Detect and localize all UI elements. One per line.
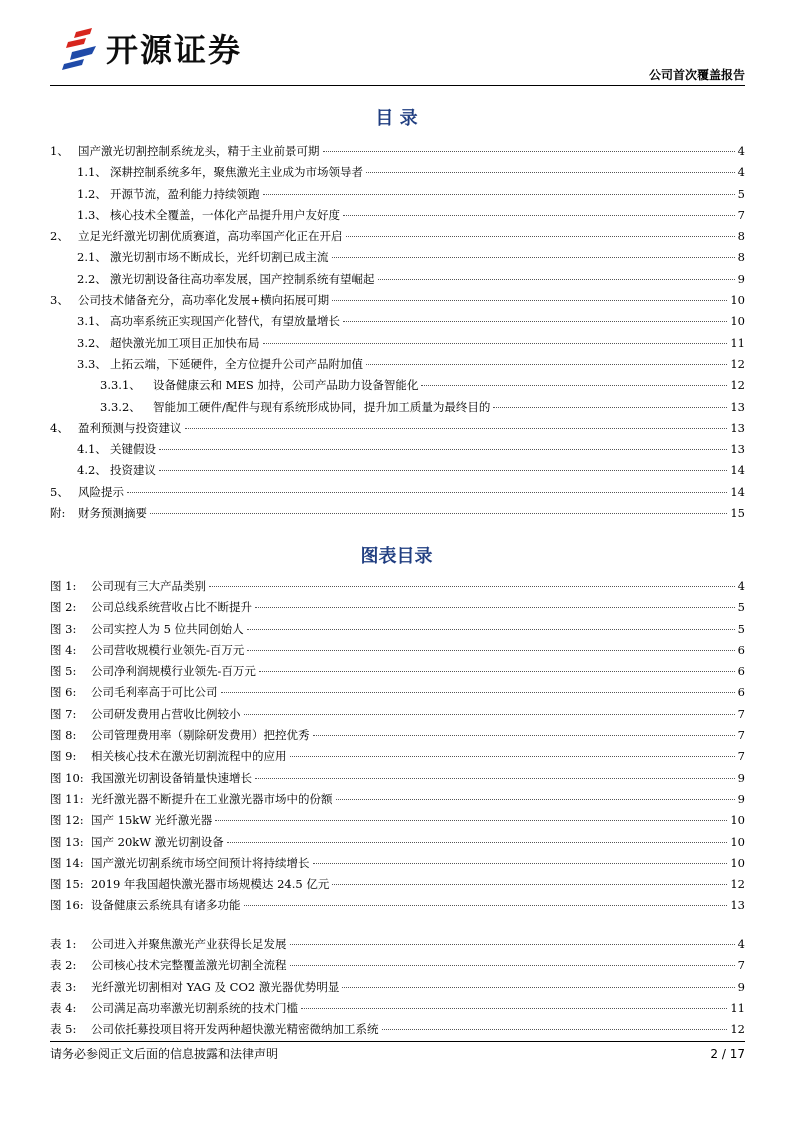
entry-number: 图 2: — [50, 600, 77, 615]
figure-entry[interactable] — [50, 789, 745, 810]
leader-dots — [221, 692, 735, 693]
toc-entry[interactable] — [50, 354, 745, 375]
entry-title: 超快激光加工项目正加快布局 — [110, 335, 260, 350]
leader-dots — [313, 735, 735, 736]
entry-page: 8 — [737, 250, 745, 265]
figure-entry[interactable] — [50, 874, 745, 895]
entry-page: 9 — [737, 791, 745, 806]
entry-title: 相关核心技术在激光切割流程中的应用 — [91, 749, 287, 764]
figure-entry[interactable] — [50, 853, 745, 874]
entry-title: 我国激光切割设备销量快速增长 — [91, 770, 252, 785]
toc-entry[interactable] — [50, 162, 745, 183]
entry-title: 关键假设 — [110, 442, 156, 457]
leader-dots — [346, 236, 735, 237]
entry-title: 高功率系统正实现国产化替代，有望放量增长 — [110, 314, 340, 329]
toc-entry[interactable] — [50, 375, 745, 396]
entry-number: 表 3: — [50, 979, 77, 994]
leader-dots — [244, 905, 728, 906]
leader-dots — [263, 194, 735, 195]
entry-title: 深耕控制系统多年，聚焦激光主业成为市场领导者 — [110, 165, 363, 180]
entry-number: 1、 — [50, 144, 69, 158]
entry-title: 公司净利润规模行业领先-百万元 — [91, 664, 256, 679]
entry-title: 国产激光切割控制系统龙头，精于主业前景可期 — [78, 144, 320, 158]
entry-title: 公司研发费用占营收比例较小 — [91, 706, 241, 721]
toc-entry[interactable] — [50, 269, 745, 290]
toc-heading: 目 录 — [375, 108, 418, 129]
toc-entry[interactable] — [50, 333, 745, 354]
entry-title: 公司毛利率高于可比公司 — [91, 685, 218, 700]
entry-title: 立足光纤激光切割优质赛道，高功率国产化正在开启 — [78, 229, 343, 244]
figure-entry[interactable] — [50, 640, 745, 661]
entry-page: 14 — [730, 484, 745, 499]
footer-disclaimer: 请务必参阅正文后面的信息披露和法律声明 — [50, 1047, 279, 1061]
entry-number: 3.1、 — [77, 314, 107, 329]
leader-dots — [247, 650, 734, 651]
entry-title: 上拓云端，下延硬件，全方位提升公司产品附加值 — [110, 356, 363, 371]
leader-dots — [332, 300, 727, 301]
entry-number: 图 1: — [50, 579, 77, 593]
leader-dots — [185, 428, 728, 429]
entry-title: 盈利预测与投资建议 — [78, 420, 182, 435]
table-entry[interactable] — [50, 977, 745, 998]
entry-title: 光纤激光器不断提升在工业激光器市场中的份额 — [91, 791, 333, 806]
figure-entry[interactable] — [50, 576, 745, 597]
figure-entry[interactable] — [50, 746, 745, 767]
table-entry[interactable] — [50, 1019, 745, 1040]
entry-number: 附: — [50, 506, 66, 521]
entry-title: 公司实控人为 5 位共同创始人 — [91, 621, 244, 636]
leader-dots — [259, 671, 735, 672]
entry-title: 投资建议 — [110, 463, 156, 478]
toc-entry[interactable] — [50, 290, 745, 311]
entry-page: 6 — [737, 664, 745, 679]
leader-dots — [366, 364, 727, 365]
entry-title: 国产 15kW 光纤激光器 — [91, 813, 213, 828]
header-divider — [50, 85, 745, 86]
entry-page: 11 — [730, 1000, 745, 1015]
entry-page: 6 — [737, 685, 745, 700]
entry-number: 图 5: — [50, 664, 77, 679]
entry-page: 7 — [737, 706, 745, 721]
table-list — [50, 934, 745, 1040]
leader-dots — [382, 1029, 728, 1030]
leader-dots — [343, 321, 727, 322]
entry-title: 公司营收规模行业领先-百万元 — [91, 642, 245, 657]
leader-dots — [301, 1008, 727, 1009]
entry-number: 图 10: — [50, 770, 84, 785]
leader-dots — [493, 407, 727, 408]
entry-page: 12 — [730, 356, 745, 371]
entry-number: 图 6: — [50, 685, 77, 700]
entry-page: 10 — [730, 314, 745, 329]
entry-title: 公司管理费用率（剔除研发费用）把控优秀 — [91, 728, 310, 743]
entry-title: 国产激光切割系统市场空间预计将持续增长 — [91, 855, 310, 870]
entry-page: 12 — [730, 1022, 745, 1037]
leader-dots — [421, 385, 727, 386]
toc-entry[interactable] — [50, 503, 745, 524]
entry-title: 公司技术储备充分，高功率化发展+横向拓展可期 — [78, 293, 330, 308]
entry-number: 表 1: — [50, 937, 77, 951]
entry-page: 7 — [737, 749, 745, 764]
entry-title: 设备健康云和 MES 加持，公司产品助力设备智能化 — [153, 378, 419, 393]
entry-page: 5 — [737, 621, 745, 636]
brand-logo — [62, 28, 362, 72]
entry-page: 8 — [737, 229, 745, 244]
entry-title: 公司现有三大产品类别 — [91, 579, 206, 593]
entry-page: 13 — [730, 898, 745, 913]
entry-number: 图 11: — [50, 791, 84, 806]
report-type: 公司首次覆盖报告 — [648, 68, 745, 82]
toc-entry[interactable] — [50, 397, 745, 418]
leader-dots — [227, 842, 728, 843]
entry-number: 图 16: — [50, 898, 84, 913]
leader-dots — [263, 343, 728, 344]
entry-number: 表 2: — [50, 958, 77, 973]
entry-title: 公司核心技术完整覆盖激光切割全流程 — [91, 958, 287, 973]
entry-number: 4.1、 — [77, 442, 107, 457]
toc-entry[interactable] — [50, 418, 745, 439]
toc-entry[interactable] — [50, 247, 745, 268]
entry-page: 15 — [730, 506, 745, 521]
entry-page: 7 — [737, 958, 745, 973]
toc-entry[interactable] — [50, 184, 745, 205]
entry-number: 3.3.2、 — [100, 399, 141, 414]
entry-number: 图 3: — [50, 621, 77, 636]
figure-entry[interactable] — [50, 704, 745, 725]
leader-dots — [323, 151, 735, 152]
entry-number: 图 15: — [50, 877, 84, 892]
figure-entry[interactable] — [50, 895, 745, 916]
toc-entry[interactable] — [50, 141, 745, 162]
entry-number: 3.3.1、 — [100, 378, 141, 393]
toc-entry[interactable] — [50, 226, 745, 247]
entry-page: 4 — [737, 937, 745, 951]
leader-dots — [159, 470, 727, 471]
entry-number: 3.2、 — [77, 335, 107, 350]
leader-dots — [290, 944, 735, 945]
entry-page: 7 — [737, 207, 745, 222]
entry-number: 3.3、 — [77, 356, 107, 371]
leader-dots — [290, 756, 735, 757]
entry-number: 4.2、 — [77, 463, 107, 478]
leader-dots — [244, 714, 735, 715]
footer-divider — [50, 1041, 745, 1042]
figure-entry[interactable] — [50, 768, 745, 789]
entry-number: 2、 — [50, 229, 69, 244]
table-entry[interactable] — [50, 955, 745, 976]
brand-logo-icon — [62, 28, 102, 72]
entry-number: 1.1、 — [77, 165, 107, 180]
figure-list — [50, 576, 745, 917]
entry-page: 7 — [737, 728, 745, 743]
entry-title: 风险提示 — [78, 484, 124, 499]
figure-entry[interactable] — [50, 810, 745, 831]
entry-page: 13 — [730, 399, 745, 414]
toc-entry[interactable] — [50, 482, 745, 503]
toc-entry[interactable] — [50, 460, 745, 481]
entry-number: 3、 — [50, 293, 69, 308]
entry-page: 9 — [737, 271, 745, 286]
table-entry[interactable] — [50, 934, 745, 955]
entry-page: 10 — [730, 834, 745, 849]
entry-number: 5、 — [50, 484, 69, 499]
entry-title: 国产 20kW 激光切割设备 — [91, 834, 224, 849]
entry-title: 激光切割设备往高功率发展，国产控制系统有望崛起 — [110, 271, 375, 286]
leader-dots — [336, 799, 735, 800]
entry-number: 2.2、 — [77, 271, 107, 286]
entry-number: 2.1、 — [77, 250, 107, 265]
leader-dots — [290, 965, 735, 966]
figure-entry[interactable] — [50, 597, 745, 618]
entry-number: 1.3、 — [77, 207, 107, 222]
entry-number: 表 4: — [50, 1000, 77, 1015]
entry-title: 公司依托募投项目将开发两种超快激光精密微纳加工系统 — [91, 1022, 379, 1037]
toc-entry[interactable] — [50, 439, 745, 460]
toc-entry[interactable] — [50, 311, 745, 332]
figure-entry[interactable] — [50, 832, 745, 853]
entry-page: 4 — [737, 144, 745, 158]
figure-entry[interactable] — [50, 619, 745, 640]
leader-dots — [332, 884, 727, 885]
leader-dots — [255, 778, 735, 779]
leader-dots — [247, 629, 735, 630]
entry-number: 图 12: — [50, 813, 84, 828]
entry-title: 光纤激光切割相对 YAG 及 CO2 激光器优势明显 — [91, 979, 340, 994]
entry-title: 2019 年我国超快激光器市场规模达 24.5 亿元 — [91, 877, 330, 892]
entry-page: 5 — [737, 186, 745, 201]
figure-entry[interactable] — [50, 661, 745, 682]
leader-dots — [342, 987, 734, 988]
entry-title: 公司满足高功率激光切割系统的技术门槛 — [91, 1000, 298, 1015]
page-header — [50, 22, 745, 84]
page-number: 2 / 17 — [710, 1047, 745, 1061]
entry-title: 设备健康云系统具有诸多功能 — [91, 898, 241, 913]
entry-page: 5 — [737, 600, 745, 615]
entry-page: 11 — [730, 335, 745, 350]
toc-list — [50, 141, 745, 524]
entry-number: 图 7: — [50, 706, 77, 721]
entry-page: 9 — [737, 979, 745, 994]
entry-number: 图 13: — [50, 834, 84, 849]
figure-list-heading: 图表目录 — [360, 546, 433, 567]
brand-name: 开源证券 — [106, 31, 243, 69]
entry-number: 图 9: — [50, 749, 77, 764]
leader-dots — [159, 449, 727, 450]
leader-dots — [332, 257, 735, 258]
entry-number: 图 14: — [50, 855, 84, 870]
figure-entry[interactable] — [50, 682, 745, 703]
entry-page: 6 — [737, 642, 745, 657]
entry-number: 图 4: — [50, 642, 77, 657]
table-entry[interactable] — [50, 998, 745, 1019]
leader-dots — [343, 215, 735, 216]
entry-page: 10 — [730, 293, 745, 308]
entry-page: 14 — [730, 463, 745, 478]
entry-number: 图 8: — [50, 728, 77, 743]
leader-dots — [255, 607, 735, 608]
entry-page: 4 — [737, 165, 745, 180]
entry-title: 智能加工硬件/配件与现有系统形成协同，提升加工质量为最终目的 — [153, 399, 491, 414]
entry-page: 9 — [737, 770, 745, 785]
entry-page: 12 — [730, 877, 745, 892]
entry-title: 核心技术全覆盖，一体化产品提升用户友好度 — [110, 207, 340, 222]
entry-page: 10 — [730, 855, 745, 870]
entry-page: 13 — [730, 420, 745, 435]
leader-dots — [209, 586, 735, 587]
entry-number: 4、 — [50, 420, 69, 435]
entry-title: 开源节流，盈利能力持续领跑 — [110, 186, 260, 201]
leader-dots — [150, 513, 727, 514]
entry-page: 13 — [730, 442, 745, 457]
leader-dots — [378, 279, 735, 280]
leader-dots — [127, 492, 727, 493]
entry-title: 公司总线系统营收占比不断提升 — [91, 600, 252, 615]
leader-dots — [215, 820, 727, 821]
entry-number: 1.2、 — [77, 186, 107, 201]
leader-dots — [366, 172, 735, 173]
entry-number: 表 5: — [50, 1022, 77, 1037]
toc-entry[interactable] — [50, 205, 745, 226]
entry-page: 10 — [730, 813, 745, 828]
leader-dots — [313, 863, 728, 864]
figure-entry[interactable] — [50, 725, 745, 746]
entry-page: 4 — [737, 579, 745, 593]
entry-title: 激光切割市场不断成长，光纤切割已成主流 — [110, 250, 329, 265]
entry-title: 财务预测摘要 — [78, 506, 147, 521]
entry-title: 公司进入并聚焦激光产业获得长足发展 — [91, 937, 287, 951]
entry-page: 12 — [730, 378, 745, 393]
